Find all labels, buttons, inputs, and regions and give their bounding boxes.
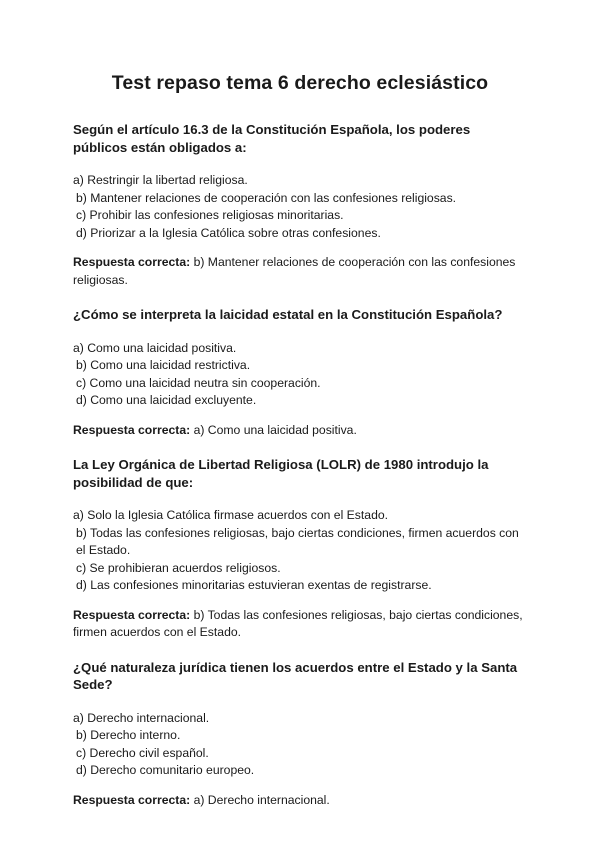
question-block-1 [73, 121, 527, 289]
option-b: b) Todas las confesiones religiosas, bajo ciertas condiciones, firmen acuerdos con el Estado. [76, 525, 519, 557]
option-c: c) Prohibir las confesiones religiosas minoritarias. [76, 208, 344, 222]
options-list [73, 340, 527, 410]
question-text: ¿Qué naturaleza jurídica tienen los acuerdos entre el Estado y la Santa Sede? [73, 659, 518, 692]
option-c: c) Se prohibieran acuerdos religiosos. [76, 560, 281, 575]
document-title: Test repaso tema 6 derecho eclesiástico [111, 72, 489, 94]
option-d: d) Priorizar a la Iglesia Católica sobre otras confesiones. [76, 225, 381, 240]
correct-answer [73, 254, 527, 289]
answer-text: b) Mantener relaciones de cooperación con las confesiones religiosas. [73, 255, 516, 287]
correct-answer [73, 792, 527, 810]
option-d: d) Derecho comunitario europeo. [76, 763, 255, 777]
option-a: a) Solo la Iglesia Católica firmase acuerdos con el Estado. [73, 508, 389, 522]
question-block-4 [73, 659, 527, 810]
option-b: b) Derecho interno. [76, 728, 181, 742]
option-d: d) Como una laicidad excluyente. [76, 393, 257, 407]
option-a: a) Como una laicidad positiva. [73, 340, 237, 355]
question-text: ¿Cómo se interpreta la laicidad estatal en la Constitución Española? [73, 307, 503, 322]
answer-label: Respuesta correcta: [73, 792, 191, 807]
answer-label: Respuesta correcta: [73, 255, 191, 269]
correct-answer [73, 607, 527, 642]
option-b: b) Mantener relaciones de cooperación con las confesiones religiosas. [76, 190, 457, 205]
question-block-2 [73, 306, 527, 439]
option-a: a) Derecho internacional. [73, 710, 210, 725]
options-list [73, 710, 527, 780]
question-block-3 [73, 456, 527, 642]
option-c: c) Como una laicidad neutra sin cooperación. [76, 375, 321, 390]
answer-text: a) Derecho internacional. [193, 792, 330, 807]
correct-answer [73, 422, 527, 440]
option-a: a) Restringir la libertad religiosa. [73, 173, 248, 187]
answer-label: Respuesta correcta: [73, 607, 191, 622]
answer-label: Respuesta correcta: [73, 422, 191, 437]
option-c: c) Derecho civil español. [76, 745, 209, 760]
option-b: b) Como una laicidad restrictiva. [76, 358, 251, 372]
options-list [73, 172, 527, 242]
option-d: d) Las confesiones minoritarias estuvieran exentas de registrarse. [76, 578, 432, 592]
answer-text: b) Todas las confesiones religiosas, bajo ciertas condiciones, firmen acuerdos con el Estado. [73, 607, 523, 639]
answer-text: a) Como una laicidad positiva. [193, 422, 357, 437]
question-text: Según el artículo 16.3 de la Constitución Española, los poderes públicos están obligados a: [73, 122, 471, 155]
question-text: La Ley Orgánica de Libertad Religiosa (LOLR) de 1980 introdujo la posibilidad de que: [73, 457, 489, 490]
options-list [73, 507, 527, 595]
